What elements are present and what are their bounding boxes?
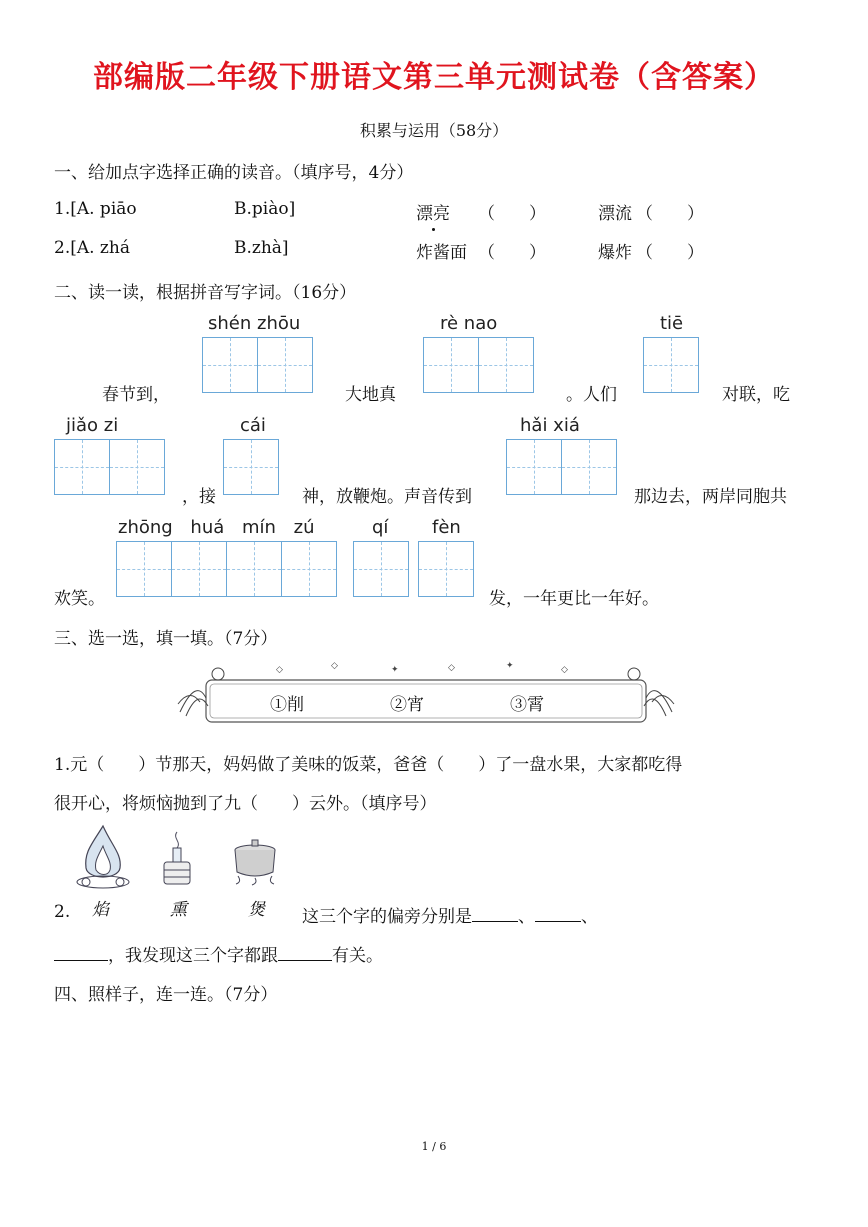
grid-cell[interactable] [478, 337, 534, 393]
q1-row2-blank2[interactable]: （ ） [636, 243, 704, 263]
passage-text-b: 大地真 [345, 385, 396, 405]
img-label-xun: 熏 [170, 900, 187, 920]
answer-blank-1[interactable] [472, 905, 518, 922]
q1-row2-word1: 炸酱面 [416, 243, 467, 263]
q3-part2-line2 [54, 941, 383, 966]
choice-banner [176, 658, 676, 728]
answer-blank-4[interactable] [278, 944, 332, 961]
grid-cell[interactable] [109, 439, 165, 495]
grid-cell[interactable] [418, 541, 474, 597]
section-2-heading: 二、读一读，根据拼音写字词。（16分） [54, 283, 357, 303]
q1-row1-word1 [416, 199, 450, 224]
pinyin-tie: tiē [660, 313, 684, 334]
grid-cell[interactable] [257, 337, 313, 393]
q1-row2-word2: 爆炸 [598, 243, 632, 263]
fire-icon [72, 822, 134, 892]
q1-row1-blank1[interactable]: （ ） [478, 204, 546, 224]
q1-row1-optA: 1.[A. piāo [54, 199, 137, 219]
separator: 、 [518, 907, 535, 927]
passage-text-d: 对联，吃 [722, 385, 790, 405]
grid-cell[interactable] [353, 541, 409, 597]
writing-grid-jiaozi[interactable] [54, 439, 164, 495]
passage-text-a: 春节到， [102, 385, 170, 405]
passage-text-c: 。人们 [566, 385, 617, 405]
grid-cell[interactable] [281, 541, 337, 597]
writing-grid-cai[interactable] [223, 439, 278, 495]
pinyin-qi: qí [372, 517, 389, 538]
pinyin-shenzhou: shén zhōu [208, 313, 301, 334]
writing-grid-qi[interactable] [353, 541, 408, 597]
page-subtitle: 积累与运用（58分） [359, 121, 509, 140]
writing-grid-renao[interactable] [423, 337, 533, 393]
pinyin-haixia: hǎi xiá [520, 415, 580, 436]
svg-text:✦: ✦ [391, 665, 399, 675]
passage-text-i: 发，一年更比一年好。 [489, 589, 659, 609]
q1-row2-blank1[interactable]: （ ） [478, 243, 546, 263]
pinyin-jiaozi: jiǎo zi [66, 415, 119, 436]
svg-text:✦: ✦ [506, 661, 514, 671]
q1-row1-word1-text: 漂亮 [416, 204, 450, 224]
grid-cell[interactable] [643, 337, 699, 393]
svg-text:◇: ◇ [276, 665, 283, 675]
grid-cell[interactable] [171, 541, 227, 597]
q1-row2-optA: 2.[A. zhá [54, 238, 130, 258]
q3-part2-text1: 这三个字的偏旁分别是 [302, 907, 472, 927]
q1-row1-word2: 漂流 [598, 204, 632, 224]
writing-grid-shenzhou[interactable] [202, 337, 312, 393]
svg-text:◇: ◇ [561, 665, 568, 675]
grid-cell[interactable] [223, 439, 279, 495]
section-3-heading: 三、选一选，填一填。（7分） [54, 629, 278, 649]
grid-cell[interactable] [202, 337, 258, 393]
writing-grid-zhonghuaminzu[interactable] [116, 541, 336, 597]
grid-cell[interactable] [116, 541, 172, 597]
choice-option-1: ①削 [270, 695, 304, 715]
choice-option-2: ②宵 [390, 695, 424, 715]
svg-text:◇: ◇ [448, 663, 455, 673]
writing-grid-tie[interactable] [643, 337, 698, 393]
pot-icon [230, 836, 280, 886]
pinyin-renao: rè nao [440, 313, 498, 334]
q3-part2-number: 2. [54, 902, 71, 922]
q3-part2-text2: ，我发现这三个字都跟 [108, 946, 278, 966]
page-number: 1 / 6 [421, 1140, 447, 1153]
writing-grid-haixia[interactable] [506, 439, 616, 495]
q1-row1-blank2[interactable]: （ ） [636, 204, 704, 224]
pinyin-cai: cái [240, 415, 266, 436]
q1-row2-optB: B.zhà] [234, 238, 289, 258]
passage-text-h: 欢笑。 [54, 589, 105, 609]
q3-part1-line1: 1.元（ ）节那天，妈妈做了美味的饭菜，爸爸（ ）了一盘水果，大家都吃得 [54, 755, 683, 775]
grid-cell[interactable] [561, 439, 617, 495]
pinyin-fen: fèn [432, 517, 461, 538]
passage-text-e: ，接 [182, 487, 216, 507]
page-title: 部编版二年级下册语文第三单元测试卷（含答案） [93, 60, 775, 95]
q3-part2-line1 [302, 902, 598, 927]
separator: 、 [581, 907, 598, 927]
choice-option-3: ③霄 [510, 695, 544, 715]
answer-blank-2[interactable] [535, 905, 581, 922]
q3-part2-text3: 有关。 [332, 946, 383, 966]
q1-row1-optB: B.piào] [234, 199, 296, 219]
grid-cell[interactable] [54, 439, 110, 495]
svg-text:◇: ◇ [331, 661, 338, 671]
img-label-yan: 焰 [92, 900, 109, 920]
q3-part1-line2: 很开心，将烦恼抛到了九（ ）云外。（填序号） [54, 794, 437, 814]
img-label-bao: 煲 [248, 900, 265, 920]
section-1-heading: 一、给加点字选择正确的读音。（填序号，4分） [54, 163, 414, 183]
grid-cell[interactable] [423, 337, 479, 393]
grid-cell[interactable] [226, 541, 282, 597]
banner-decoration [176, 658, 676, 728]
passage-text-f: 神，放鞭炮。声音传到 [302, 487, 472, 507]
section-4-heading: 四、照样子，连一连。（7分） [54, 985, 278, 1005]
incense-burner-icon [160, 830, 194, 890]
pinyin-zhonghuaminzu: zhōng huá mín zú [118, 517, 315, 538]
answer-blank-3[interactable] [54, 944, 108, 961]
grid-cell[interactable] [506, 439, 562, 495]
writing-grid-fen[interactable] [418, 541, 473, 597]
passage-text-g: 那边去，两岸同胞共 [634, 487, 787, 507]
